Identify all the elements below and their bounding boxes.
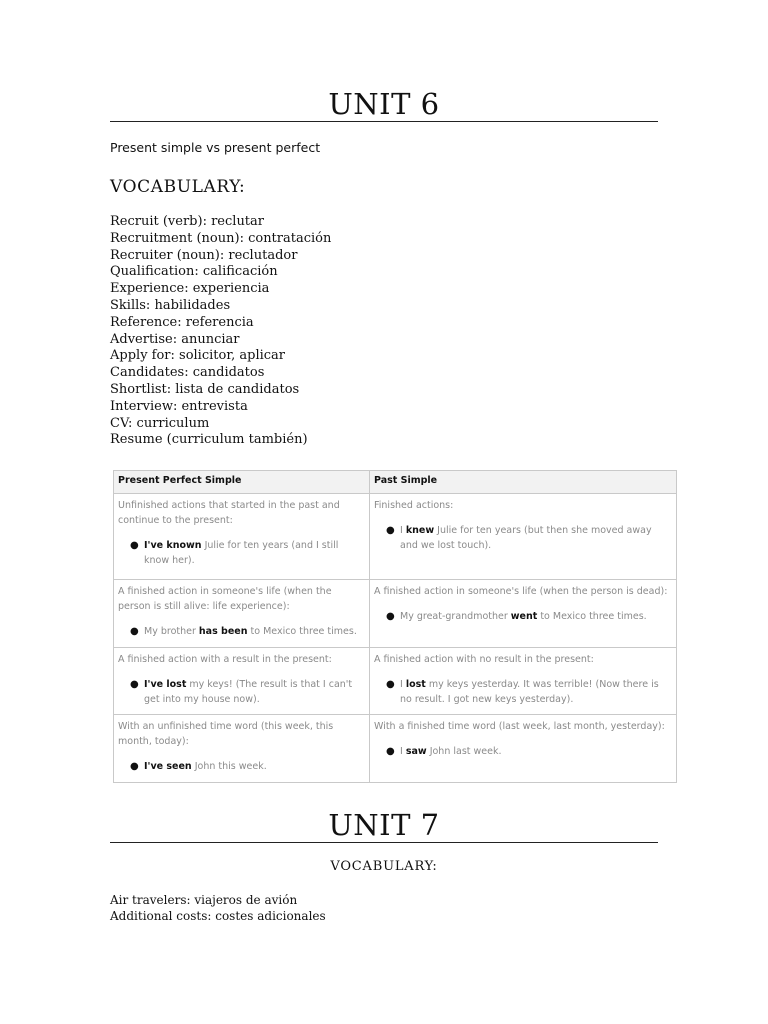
- rule-text: With a finished time word (last week, last month, yesterday):: [374, 721, 665, 732]
- example-sentence: ● I've known Julie for ten years (and I still know her).: [130, 540, 339, 566]
- bullet-icon: ●: [130, 626, 139, 637]
- bullet-icon: ●: [130, 761, 139, 772]
- table-cell: [114, 648, 370, 715]
- unit-7-vocabulary-heading: VOCABULARY:: [330, 859, 438, 874]
- rule-text: A finished action with a result in the present:: [118, 654, 332, 665]
- vocab-item: Resume (curriculum también): [110, 432, 308, 448]
- vocab-item: Additional costs: costes adicionales: [110, 909, 326, 923]
- example-sentence: ● My brother has been to Mexico three times.: [130, 626, 357, 637]
- example-verb: I've seen: [144, 761, 192, 772]
- table-row: [114, 580, 677, 648]
- example-verb: I've lost: [144, 679, 187, 690]
- example-verb: I've known: [144, 540, 202, 551]
- vocab-item: Interview: entrevista: [110, 398, 248, 414]
- example-sentence: ● I've seen John this week.: [130, 761, 267, 772]
- unit-6-divider: [110, 121, 658, 122]
- table-cell: [370, 580, 677, 648]
- column-header-past-simple: Past Simple: [370, 471, 677, 494]
- example-verb: knew: [405, 525, 435, 536]
- bullet-icon: ●: [130, 679, 139, 690]
- unit-7-title: UNIT 7: [328, 808, 440, 842]
- table-cell: [114, 494, 370, 580]
- bullet-icon: ●: [386, 679, 395, 690]
- vocab-item: Skills: habilidades: [110, 297, 231, 313]
- bullet-icon: ●: [386, 611, 395, 622]
- vocab-item: Recruiter (noun): reclutador: [110, 247, 298, 263]
- table-row: [114, 494, 677, 580]
- example-sentence: ● I've lost my keys! (The result is that I can't get into my house now).: [130, 679, 353, 705]
- unit-6-vocabulary-heading: VOCABULARY:: [110, 177, 246, 197]
- bullet-icon: ●: [386, 746, 395, 757]
- table-cell: [370, 715, 677, 783]
- vocab-item: Recruitment (noun): contratación: [110, 230, 332, 246]
- bullet-icon: ●: [386, 525, 395, 536]
- vocab-item: Air travelers: viajeros de avión: [110, 893, 298, 907]
- example-sentence: ● I lost my keys yesterday. It was terrible! (Now there is no result. I got new keys yesterday).: [386, 679, 659, 705]
- table-cell: [370, 494, 677, 580]
- table-row: [114, 715, 677, 783]
- unit-7-vocabulary-list: [110, 892, 326, 924]
- unit-6-vocabulary-list: [110, 214, 331, 449]
- table-cell: [114, 715, 370, 783]
- vocab-item: Qualification: calificación: [110, 264, 278, 280]
- example-sentence: ● My great-grandmother went to Mexico three times.: [386, 611, 647, 622]
- example-sentence: ● I saw John last week.: [386, 746, 502, 757]
- unit-6-subtitle: Present simple vs present perfect: [110, 140, 321, 155]
- rule-text: Unfinished actions that started in the past and continue to the present:: [118, 500, 340, 526]
- rule-text: A finished action in someone's life (when the person is still alive: life experience):: [118, 586, 332, 612]
- grammar-comparison-table: [113, 470, 677, 783]
- rule-text: A finished action with no result in the present:: [374, 654, 594, 665]
- table-header-row: [114, 471, 677, 494]
- unit-6-title: UNIT 6: [328, 87, 440, 121]
- example-verb: saw: [405, 746, 427, 757]
- bullet-icon: ●: [130, 540, 139, 551]
- rule-text: A finished action in someone's life (when the person is dead):: [374, 586, 668, 597]
- unit-7-divider: [110, 842, 658, 843]
- vocab-item: Candidates: candidatos: [110, 365, 265, 381]
- column-header-present-perfect: Present Perfect Simple: [114, 471, 370, 494]
- table-cell: [370, 648, 677, 715]
- vocab-item: Advertise: anunciar: [110, 331, 240, 347]
- table-cell: [114, 580, 370, 648]
- example-verb: has been: [198, 626, 248, 637]
- vocab-item: Reference: referencia: [110, 314, 254, 330]
- vocab-item: Experience: experiencia: [110, 281, 270, 297]
- vocab-item: Shortlist: lista de candidatos: [110, 381, 300, 397]
- rule-text: Finished actions:: [374, 500, 454, 511]
- table-row: [114, 648, 677, 715]
- example-verb: lost: [405, 679, 426, 690]
- vocab-item: Apply for: solicitor, aplicar: [110, 348, 286, 364]
- rule-text: With an unfinished time word (this week, this month, today):: [118, 721, 334, 747]
- example-sentence: ● I knew Julie for ten years (but then she moved away and we lost touch).: [386, 525, 652, 551]
- example-verb: went: [510, 611, 538, 622]
- vocab-item: CV: curriculum: [110, 415, 210, 431]
- vocab-item: Recruit (verb): reclutar: [110, 214, 265, 229]
